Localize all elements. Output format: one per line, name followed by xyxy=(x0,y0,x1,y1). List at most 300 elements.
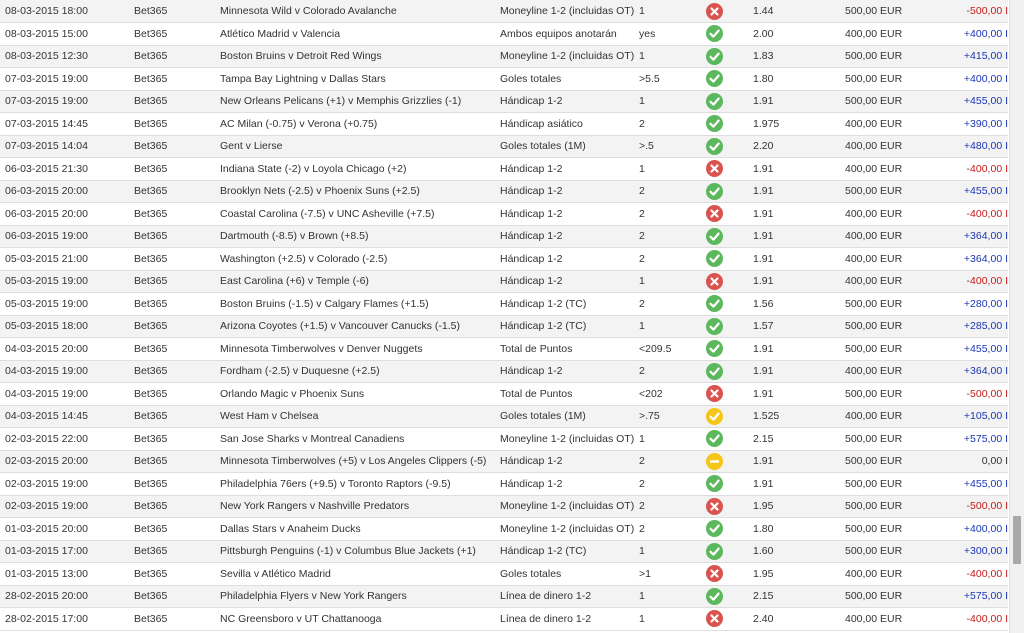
bet-pick: 1 xyxy=(639,315,706,338)
bet-status xyxy=(706,68,753,91)
bet-stake: 500,00 EUR xyxy=(845,428,935,451)
bet-event: Pittsburgh Penguins (-1) v Columbus Blue Jackets (+1) xyxy=(220,540,500,563)
bet-row[interactable] xyxy=(0,563,1008,586)
bet-market: Moneyline 1-2 (incluidas OT) xyxy=(500,428,639,451)
bet-profit: +300,00 I xyxy=(935,540,1008,563)
bet-bookmaker: Bet365 xyxy=(134,203,220,226)
bet-status xyxy=(706,0,753,23)
check-icon xyxy=(706,228,723,245)
bet-event: Minnesota Timberwolves v Denver Nuggets xyxy=(220,338,500,361)
bet-status xyxy=(706,450,753,473)
bet-row[interactable] xyxy=(0,23,1008,46)
bet-market: Hándicap 1-2 xyxy=(500,450,639,473)
bet-status xyxy=(706,45,753,68)
bet-status xyxy=(706,270,753,293)
bet-row[interactable] xyxy=(0,585,1008,608)
bet-profit: +364,00 I xyxy=(935,360,1008,383)
bet-odds: 2.20 xyxy=(753,135,845,158)
bet-stake: 400,00 EUR xyxy=(845,248,935,271)
x-icon xyxy=(706,3,723,20)
bet-bookmaker: Bet365 xyxy=(134,360,220,383)
bet-date: 04-03-2015 20:00 xyxy=(0,338,134,361)
bet-pick: yes xyxy=(639,23,706,46)
bet-stake: 400,00 EUR xyxy=(845,270,935,293)
bet-market: Hándicap 1-2 xyxy=(500,270,639,293)
bet-stake: 500,00 EUR xyxy=(845,338,935,361)
bet-profit: +364,00 I xyxy=(935,248,1008,271)
bet-odds: 2.40 xyxy=(753,608,845,631)
bet-market: Hándicap 1-2 xyxy=(500,473,639,496)
bet-bookmaker: Bet365 xyxy=(134,473,220,496)
check-icon xyxy=(706,318,723,335)
bet-pick: 2 xyxy=(639,518,706,541)
bet-stake: 400,00 EUR xyxy=(845,405,935,428)
bet-odds: 1.56 xyxy=(753,293,845,316)
bet-bookmaker: Bet365 xyxy=(134,23,220,46)
bet-bookmaker: Bet365 xyxy=(134,180,220,203)
bet-stake: 500,00 EUR xyxy=(845,518,935,541)
bet-stake: 500,00 EUR xyxy=(845,383,935,406)
bet-pick: 1 xyxy=(639,608,706,631)
bet-row[interactable] xyxy=(0,270,1008,293)
bet-event: Fordham (-2.5) v Duquesne (+2.5) xyxy=(220,360,500,383)
bet-date: 02-03-2015 22:00 xyxy=(0,428,134,451)
bet-pick: 1 xyxy=(639,90,706,113)
bet-market: Hándicap 1-2 xyxy=(500,180,639,203)
bet-profit: +364,00 I xyxy=(935,225,1008,248)
bet-odds: 1.80 xyxy=(753,68,845,91)
bet-market: Moneyline 1-2 (incluidas OT) xyxy=(500,45,639,68)
bet-bookmaker: Bet365 xyxy=(134,383,220,406)
bet-stake: 500,00 EUR xyxy=(845,180,935,203)
bet-market: Hándicap 1-2 (TC) xyxy=(500,315,639,338)
bet-bookmaker: Bet365 xyxy=(134,135,220,158)
bet-profit: +280,00 I xyxy=(935,293,1008,316)
bet-row[interactable] xyxy=(0,135,1008,158)
bet-row[interactable] xyxy=(0,293,1008,316)
bet-odds: 1.91 xyxy=(753,338,845,361)
bet-pick: 2 xyxy=(639,248,706,271)
bet-event: Atlético Madrid v Valencia xyxy=(220,23,500,46)
bet-status xyxy=(706,315,753,338)
bet-event: Boston Bruins v Detroit Red Wings xyxy=(220,45,500,68)
bet-pick: 1 xyxy=(639,270,706,293)
check-icon xyxy=(706,588,723,605)
bet-status xyxy=(706,585,753,608)
bet-profit: 0,00 I xyxy=(935,450,1008,473)
bet-pick: 2 xyxy=(639,473,706,496)
bet-profit: +480,00 I xyxy=(935,135,1008,158)
bet-market: Hándicap 1-2 (TC) xyxy=(500,293,639,316)
bet-event: Minnesota Wild v Colorado Avalanche xyxy=(220,0,500,23)
bet-odds: 1.60 xyxy=(753,540,845,563)
bet-date: 01-03-2015 17:00 xyxy=(0,540,134,563)
bet-event: Orlando Magic v Phoenix Suns xyxy=(220,383,500,406)
bet-pick: 1 xyxy=(639,158,706,181)
bet-odds: 1.91 xyxy=(753,180,845,203)
bet-status xyxy=(706,338,753,361)
bet-profit: +105,00 I xyxy=(935,405,1008,428)
bet-date: 08-03-2015 18:00 xyxy=(0,0,134,23)
bet-bookmaker: Bet365 xyxy=(134,315,220,338)
bet-row[interactable] xyxy=(0,608,1008,631)
x-icon xyxy=(706,610,723,627)
bet-profit: +575,00 I xyxy=(935,428,1008,451)
bet-row[interactable] xyxy=(0,383,1008,406)
bet-status xyxy=(706,473,753,496)
bet-stake: 500,00 EUR xyxy=(845,473,935,496)
bet-date: 07-03-2015 19:00 xyxy=(0,90,134,113)
bet-row[interactable] xyxy=(0,113,1008,136)
bet-stake: 400,00 EUR xyxy=(845,158,935,181)
bet-date: 07-03-2015 14:45 xyxy=(0,113,134,136)
bet-odds: 1.975 xyxy=(753,113,845,136)
check-icon xyxy=(706,543,723,560)
bet-bookmaker: Bet365 xyxy=(134,45,220,68)
bet-profit: +455,00 I xyxy=(935,338,1008,361)
bet-profit: -400,00 I xyxy=(935,608,1008,631)
bet-odds: 1.80 xyxy=(753,518,845,541)
bet-bookmaker: Bet365 xyxy=(134,563,220,586)
bet-event: NC Greensboro v UT Chattanooga xyxy=(220,608,500,631)
bet-market: Moneyline 1-2 (incluidas OT) xyxy=(500,495,639,518)
bet-date: 06-03-2015 20:00 xyxy=(0,203,134,226)
bet-status xyxy=(706,225,753,248)
bet-bookmaker: Bet365 xyxy=(134,158,220,181)
bet-pick: 1 xyxy=(639,0,706,23)
bet-event: Washington (+2.5) v Colorado (-2.5) xyxy=(220,248,500,271)
bet-status xyxy=(706,428,753,451)
bet-row[interactable] xyxy=(0,360,1008,383)
bet-date: 08-03-2015 15:00 xyxy=(0,23,134,46)
bet-profit: -500,00 I xyxy=(935,0,1008,23)
bet-event: Brooklyn Nets (-2.5) v Phoenix Suns (+2.5) xyxy=(220,180,500,203)
bet-market: Hándicap 1-2 xyxy=(500,360,639,383)
bet-date: 05-03-2015 18:00 xyxy=(0,315,134,338)
bet-bookmaker: Bet365 xyxy=(134,450,220,473)
bet-market: Moneyline 1-2 (incluidas OT) xyxy=(500,0,639,23)
bet-odds: 1.91 xyxy=(753,225,845,248)
x-icon xyxy=(706,205,723,222)
bet-stake: 500,00 EUR xyxy=(845,0,935,23)
bet-market: Goles totales (1M) xyxy=(500,135,639,158)
bet-stake: 500,00 EUR xyxy=(845,540,935,563)
bet-stake: 400,00 EUR xyxy=(845,23,935,46)
check-icon xyxy=(706,70,723,87)
bet-status xyxy=(706,563,753,586)
bet-status xyxy=(706,518,753,541)
bet-bookmaker: Bet365 xyxy=(134,113,220,136)
check-icon xyxy=(706,340,723,357)
bet-bookmaker: Bet365 xyxy=(134,248,220,271)
bet-date: 06-03-2015 20:00 xyxy=(0,180,134,203)
bet-event: Sevilla v Atlético Madrid xyxy=(220,563,500,586)
check-icon xyxy=(706,93,723,110)
bet-odds: 1.91 xyxy=(753,473,845,496)
bet-bookmaker: Bet365 xyxy=(134,428,220,451)
bet-pick: 2 xyxy=(639,225,706,248)
bet-event: San Jose Sharks v Montreal Canadiens xyxy=(220,428,500,451)
bet-event: Arizona Coyotes (+1.5) v Vancouver Canucks (-1.5) xyxy=(220,315,500,338)
bet-status xyxy=(706,405,753,428)
x-icon xyxy=(706,498,723,515)
bet-pick: 2 xyxy=(639,113,706,136)
bet-bookmaker: Bet365 xyxy=(134,405,220,428)
bet-date: 02-03-2015 20:00 xyxy=(0,450,134,473)
bet-bookmaker: Bet365 xyxy=(134,0,220,23)
bet-stake: 500,00 EUR xyxy=(845,45,935,68)
bet-bookmaker: Bet365 xyxy=(134,540,220,563)
bet-stake: 500,00 EUR xyxy=(845,315,935,338)
bet-odds: 1.95 xyxy=(753,563,845,586)
bet-row[interactable] xyxy=(0,0,1008,23)
check-icon xyxy=(706,25,723,42)
check-icon xyxy=(706,295,723,312)
bet-odds: 2.00 xyxy=(753,23,845,46)
check-icon xyxy=(706,475,723,492)
bet-bookmaker: Bet365 xyxy=(134,585,220,608)
bet-event: Dallas Stars v Anaheim Ducks xyxy=(220,518,500,541)
bet-market: Hándicap 1-2 (TC) xyxy=(500,540,639,563)
bet-pick: <209.5 xyxy=(639,338,706,361)
bet-row[interactable] xyxy=(0,180,1008,203)
half-check-icon xyxy=(706,408,723,425)
bet-pick: 2 xyxy=(639,495,706,518)
bet-status xyxy=(706,540,753,563)
bet-odds: 1.525 xyxy=(753,405,845,428)
minus-icon xyxy=(706,453,723,470)
check-icon xyxy=(706,430,723,447)
bet-date: 04-03-2015 19:00 xyxy=(0,360,134,383)
bet-row[interactable] xyxy=(0,405,1008,428)
x-icon xyxy=(706,273,723,290)
bet-row[interactable] xyxy=(0,518,1008,541)
bet-profit: -400,00 I xyxy=(935,270,1008,293)
bet-stake: 400,00 EUR xyxy=(845,225,935,248)
bet-odds: 1.91 xyxy=(753,248,845,271)
bet-event: Boston Bruins (-1.5) v Calgary Flames (+1.5) xyxy=(220,293,500,316)
bet-profit: +455,00 I xyxy=(935,473,1008,496)
x-icon xyxy=(706,565,723,582)
bet-profit: -500,00 I xyxy=(935,495,1008,518)
bet-status xyxy=(706,203,753,226)
bet-event: Philadelphia 76ers (+9.5) v Toronto Raptors (-9.5) xyxy=(220,473,500,496)
check-icon xyxy=(706,138,723,155)
bet-bookmaker: Bet365 xyxy=(134,68,220,91)
check-icon xyxy=(706,363,723,380)
bet-odds: 1.83 xyxy=(753,45,845,68)
bet-market: Total de Puntos xyxy=(500,338,639,361)
bet-date: 05-03-2015 21:00 xyxy=(0,248,134,271)
scrollbar-thumb[interactable] xyxy=(1013,516,1021,564)
bet-date: 05-03-2015 19:00 xyxy=(0,270,134,293)
bet-odds: 1.57 xyxy=(753,315,845,338)
bet-odds: 1.91 xyxy=(753,360,845,383)
x-icon xyxy=(706,160,723,177)
bet-pick: <202 xyxy=(639,383,706,406)
bet-row[interactable] xyxy=(0,225,1008,248)
bet-row[interactable] xyxy=(0,45,1008,68)
bet-market: Hándicap 1-2 xyxy=(500,248,639,271)
bet-date: 02-03-2015 19:00 xyxy=(0,473,134,496)
bet-odds: 1.91 xyxy=(753,90,845,113)
bet-stake: 400,00 EUR xyxy=(845,203,935,226)
bet-date: 02-03-2015 19:00 xyxy=(0,495,134,518)
bet-market: Goles totales xyxy=(500,68,639,91)
bet-row[interactable] xyxy=(0,315,1008,338)
bet-profit: -400,00 I xyxy=(935,563,1008,586)
bet-date: 08-03-2015 12:30 xyxy=(0,45,134,68)
check-icon xyxy=(706,115,723,132)
bet-market: Goles totales xyxy=(500,563,639,586)
bet-bookmaker: Bet365 xyxy=(134,225,220,248)
bet-pick: 1 xyxy=(639,540,706,563)
bet-stake: 400,00 EUR xyxy=(845,360,935,383)
bet-event: Gent v Lierse xyxy=(220,135,500,158)
bet-market: Ambos equipos anotarán xyxy=(500,23,639,46)
bet-profit: +455,00 I xyxy=(935,90,1008,113)
bet-market: Hándicap 1-2 xyxy=(500,225,639,248)
bet-status xyxy=(706,180,753,203)
bet-status xyxy=(706,248,753,271)
bet-stake: 500,00 EUR xyxy=(845,450,935,473)
bet-event: West Ham v Chelsea xyxy=(220,405,500,428)
bet-profit: +285,00 I xyxy=(935,315,1008,338)
bet-pick: 1 xyxy=(639,585,706,608)
bet-event: Tampa Bay Lightning v Dallas Stars xyxy=(220,68,500,91)
bet-pick: 2 xyxy=(639,180,706,203)
bet-row[interactable] xyxy=(0,540,1008,563)
bet-odds: 1.91 xyxy=(753,158,845,181)
bet-bookmaker: Bet365 xyxy=(134,270,220,293)
bet-market: Línea de dinero 1-2 xyxy=(500,585,639,608)
bet-status xyxy=(706,360,753,383)
bet-profit: +390,00 I xyxy=(935,113,1008,136)
bet-profit: +400,00 I xyxy=(935,518,1008,541)
bet-pick: >5.5 xyxy=(639,68,706,91)
bet-odds: 1.44 xyxy=(753,0,845,23)
bet-profit: -500,00 I xyxy=(935,383,1008,406)
bet-odds: 1.91 xyxy=(753,270,845,293)
bet-row[interactable] xyxy=(0,158,1008,181)
bet-row[interactable] xyxy=(0,203,1008,226)
bet-status xyxy=(706,383,753,406)
bet-event: New York Rangers v Nashville Predators xyxy=(220,495,500,518)
bet-market: Moneyline 1-2 (incluidas OT) xyxy=(500,518,639,541)
bet-pick: >1 xyxy=(639,563,706,586)
bet-row[interactable] xyxy=(0,90,1008,113)
bet-date: 01-03-2015 20:00 xyxy=(0,518,134,541)
bet-bookmaker: Bet365 xyxy=(134,518,220,541)
bet-profit: +455,00 I xyxy=(935,180,1008,203)
bet-row[interactable] xyxy=(0,248,1008,271)
bet-market: Hándicap asiático xyxy=(500,113,639,136)
bet-stake: 400,00 EUR xyxy=(845,135,935,158)
bet-odds: 1.95 xyxy=(753,495,845,518)
bet-event: Minnesota Timberwolves (+5) v Los Angeles Clippers (-5) xyxy=(220,450,500,473)
bet-date: 06-03-2015 19:00 xyxy=(0,225,134,248)
bet-row[interactable] xyxy=(0,428,1008,451)
bet-stake: 500,00 EUR xyxy=(845,495,935,518)
x-icon xyxy=(706,385,723,402)
check-icon xyxy=(706,183,723,200)
bet-event: Dartmouth (-8.5) v Brown (+8.5) xyxy=(220,225,500,248)
bet-pick: 1 xyxy=(639,45,706,68)
bet-stake: 500,00 EUR xyxy=(845,585,935,608)
bet-bookmaker: Bet365 xyxy=(134,90,220,113)
bet-status xyxy=(706,113,753,136)
bet-event: Coastal Carolina (-7.5) v UNC Asheville (+7.5) xyxy=(220,203,500,226)
bet-bookmaker: Bet365 xyxy=(134,608,220,631)
bet-market: Goles totales (1M) xyxy=(500,405,639,428)
bet-profit: +400,00 I xyxy=(935,68,1008,91)
check-icon xyxy=(706,250,723,267)
bet-profit: +400,00 I xyxy=(935,23,1008,46)
bet-stake: 500,00 EUR xyxy=(845,90,935,113)
bet-stake: 400,00 EUR xyxy=(845,563,935,586)
bet-market: Línea de dinero 1-2 xyxy=(500,608,639,631)
bet-stake: 400,00 EUR xyxy=(845,113,935,136)
bet-row[interactable] xyxy=(0,68,1008,91)
bet-status xyxy=(706,495,753,518)
bet-row[interactable] xyxy=(0,473,1008,496)
bet-event: Philadelphia Flyers v New York Rangers xyxy=(220,585,500,608)
bet-date: 04-03-2015 19:00 xyxy=(0,383,134,406)
bet-profit: -400,00 I xyxy=(935,158,1008,181)
bet-odds: 2.15 xyxy=(753,428,845,451)
bet-market: Total de Puntos xyxy=(500,383,639,406)
bet-row[interactable] xyxy=(0,450,1008,473)
bet-row[interactable] xyxy=(0,338,1008,361)
bet-event: East Carolina (+6) v Temple (-6) xyxy=(220,270,500,293)
bet-status xyxy=(706,135,753,158)
bet-stake: 500,00 EUR xyxy=(845,293,935,316)
bet-pick: >.5 xyxy=(639,135,706,158)
bet-status xyxy=(706,158,753,181)
bet-stake: 500,00 EUR xyxy=(845,68,935,91)
bet-market: Hándicap 1-2 xyxy=(500,203,639,226)
bet-pick: 2 xyxy=(639,293,706,316)
bet-date: 07-03-2015 19:00 xyxy=(0,68,134,91)
bet-stake: 400,00 EUR xyxy=(845,608,935,631)
bet-pick: 2 xyxy=(639,203,706,226)
bet-row[interactable] xyxy=(0,495,1008,518)
bet-market: Hándicap 1-2 xyxy=(500,90,639,113)
bet-date: 28-02-2015 17:00 xyxy=(0,608,134,631)
bet-event: New Orleans Pelicans (+1) v Memphis Grizzlies (-1) xyxy=(220,90,500,113)
bet-bookmaker: Bet365 xyxy=(134,338,220,361)
bet-pick: 2 xyxy=(639,450,706,473)
bet-pick: >.75 xyxy=(639,405,706,428)
bet-status xyxy=(706,293,753,316)
bet-profit: +415,00 I xyxy=(935,45,1008,68)
bet-event: Indiana State (-2) v Loyola Chicago (+2) xyxy=(220,158,500,181)
vertical-scrollbar[interactable] xyxy=(1009,0,1024,633)
bet-odds: 1.91 xyxy=(753,203,845,226)
bet-status xyxy=(706,23,753,46)
bet-pick: 1 xyxy=(639,428,706,451)
bet-date: 05-03-2015 19:00 xyxy=(0,293,134,316)
bet-date: 01-03-2015 13:00 xyxy=(0,563,134,586)
bet-event: AC Milan (-0.75) v Verona (+0.75) xyxy=(220,113,500,136)
bet-date: 28-02-2015 20:00 xyxy=(0,585,134,608)
bet-bookmaker: Bet365 xyxy=(134,293,220,316)
bet-date: 06-03-2015 21:30 xyxy=(0,158,134,181)
bet-profit: -400,00 I xyxy=(935,203,1008,226)
bet-odds: 2.15 xyxy=(753,585,845,608)
bet-bookmaker: Bet365 xyxy=(134,495,220,518)
bet-market: Hándicap 1-2 xyxy=(500,158,639,181)
